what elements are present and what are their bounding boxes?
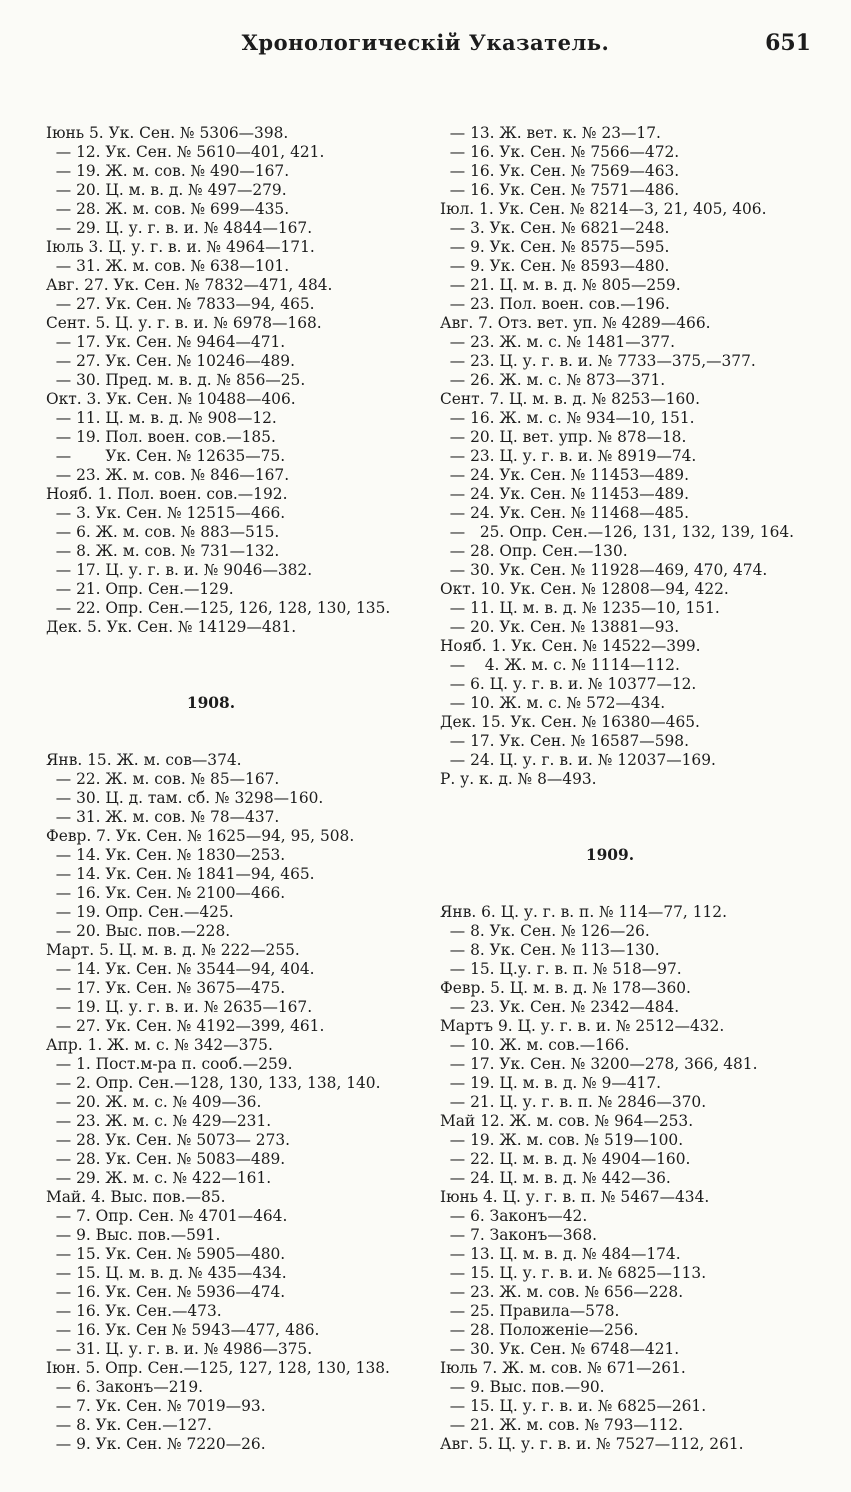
index-entry: — 14. Ук. Сен. № 3544—94, 404. — [46, 960, 315, 978]
index-entry: — 19. Ж. м. сов. № 519—100. — [440, 1131, 684, 1149]
index-entry: — 15. Ук. Сен. № 5905—480. — [46, 1245, 286, 1263]
index-entry: — 25. Опр. Сен.—126, 131, 132, 139, 164. — [440, 523, 795, 541]
index-entry: Сент. 7. Ц. м. в. д. № 8253—160. — [440, 390, 700, 408]
year-heading-1909: 1909. — [585, 846, 635, 864]
index-entry: Мартъ 9. Ц. у. г. в. и. № 2512—432. — [440, 1017, 725, 1035]
index-entry: — 6. Ж. м. сов. № 883—515. — [46, 523, 280, 541]
index-entry: Май 12. Ж. м. сов. № 964—253. — [440, 1112, 694, 1130]
index-entry: — 13. Ж. вет. к. № 23—17. — [440, 124, 661, 142]
index-entry: — 9. Выс. пов.—90. — [440, 1378, 605, 1396]
index-entry: — 31. Ц. у. г. в. и. № 4986—375. — [46, 1340, 313, 1358]
index-entry: — 11. Ц. м. в. д. № 1235—10, 151. — [440, 599, 720, 617]
index-entry: Іюль 7. Ж. м. сов. № 671—261. — [440, 1359, 686, 1377]
index-entry: Іюн. 5. Опр. Сен.—125, 127, 128, 130, 138. — [46, 1359, 390, 1377]
index-entry: — 16. Ж. м. с. № 934—10, 151. — [440, 409, 695, 427]
index-entry: — 14. Ук. Сен. № 1841—94, 465. — [46, 865, 315, 883]
index-entry: — 28. Ж. м. сов. № 699—435. — [46, 200, 290, 218]
index-entry: — 28. Ук. Сен. № 5083—489. — [46, 1150, 286, 1168]
index-entry: — 14. Ук. Сен. № 1830—253. — [46, 846, 286, 864]
index-entry: — 21. Ц. м. в. д. № 805—259. — [440, 276, 681, 294]
index-entry: — 7. Опр. Сен. № 4701—464. — [46, 1207, 288, 1225]
index-entry: — 16. Ук. Сен № 5943—477, 486. — [46, 1321, 320, 1339]
index-entry: — 28. Опр. Сен.—130. — [440, 542, 628, 560]
index-entry: — 27. Ук. Сен. № 4192—399, 461. — [46, 1017, 325, 1035]
index-entry: Янв. 15. Ж. м. сов—374. — [46, 751, 242, 769]
index-entry: — 30. Пред. м. в. д. № 856—25. — [46, 371, 306, 389]
index-entry: — 6. Законъ—42. — [440, 1207, 588, 1225]
index-entry: — 29. Ж. м. с. № 422—161. — [46, 1169, 272, 1187]
index-entry: — 3. Ук. Сен. № 12515—466. — [46, 504, 286, 522]
index-entry: — 16. Ук. Сен. № 5936—474. — [46, 1283, 286, 1301]
left-entries-1908 — [46, 751, 431, 1454]
index-entry: — 9. Ук. Сен. № 8593—480. — [440, 257, 670, 275]
index-entry: Авг. 27. Ук. Сен. № 7832—471, 484. — [46, 276, 333, 294]
index-entry: — 23. Ук. Сен. № 2342—484. — [440, 998, 680, 1016]
index-entry: — 27. Ук. Сен. № 10246—489. — [46, 352, 295, 370]
index-entry: Февр. 5. Ц. м. в. д. № 178—360. — [440, 979, 691, 997]
index-entry: — 24. Ук. Сен. № 11468—485. — [440, 504, 689, 522]
index-entry: — 30. Ц. д. там. сб. № 3298—160. — [46, 789, 324, 807]
index-entry: — 6. Законъ—219. — [46, 1378, 204, 1396]
index-entry: — 19. Ж. м. сов. № 490—167. — [46, 162, 290, 180]
index-entry: — 17. Ук. Сен. № 16587—598. — [440, 732, 689, 750]
page-title: Хронологическій Указатель. — [241, 30, 610, 55]
index-entry: — 19. Ц. у. г. в. и. № 2635—167. — [46, 998, 313, 1016]
right-entries-1909 — [440, 903, 835, 1454]
index-entry: — 7. Законъ—368. — [440, 1226, 598, 1244]
index-entry: Авг. 5. Ц. у. г. в. и. № 7527—112, 261. — [440, 1435, 744, 1453]
index-entry: — 15. Ц. у. г. в. и. № 6825—113. — [440, 1264, 707, 1282]
page-number: 651 — [765, 30, 811, 56]
index-entry: — 24. Ук. Сен. № 11453—489. — [440, 485, 689, 503]
index-entry: — 15. Ц. у. г. в. и. № 6825—261. — [440, 1397, 707, 1415]
year-heading-1908: 1908. — [186, 694, 236, 712]
index-entry: Іюль 3. Ц. у. г. в. и. № 4964—171. — [46, 238, 315, 256]
index-entry: — 20. Выс. пов.—228. — [46, 922, 231, 940]
index-entry: — 15. Ц.у. г. в. п. № 518—97. — [440, 960, 682, 978]
index-entry: — 23. Ж. м. с. № 1481—377. — [440, 333, 675, 351]
index-entry: — 23. Ж. м. сов. № 846—167. — [46, 466, 290, 484]
index-entry: Іюнь 4. Ц. у. г. в. п. № 5467—434. — [440, 1188, 710, 1206]
index-entry: — 20. Ц. м. в. д. № 497—279. — [46, 181, 287, 199]
index-entry: — 6. Ц. у. г. в. и. № 10377—12. — [440, 675, 697, 693]
right-entries-1908 — [440, 124, 835, 789]
index-entry: Дек. 5. Ук. Сен. № 14129—481. — [46, 618, 297, 636]
index-entry: — 9. Ук. Сен. № 7220—26. — [46, 1435, 266, 1453]
index-entry: — 26. Ж. м. с. № 873—371. — [440, 371, 666, 389]
index-entry: — 31. Ж. м. сов. № 78—437. — [46, 808, 280, 826]
index-entry: — 1. Пост.м-ра п. сооб.—259. — [46, 1055, 293, 1073]
index-entry: — Ук. Сен. № 12635—75. — [46, 447, 286, 465]
index-entry: Март. 5. Ц. м. в. д. № 222—255. — [46, 941, 300, 959]
index-entry: Р. у. к. д. № 8—493. — [440, 770, 597, 788]
index-entry: — 3. Ук. Сен. № 6821—248. — [440, 219, 670, 237]
index-entry: — 11. Ц. м. в. д. № 908—12. — [46, 409, 277, 427]
index-entry: — 17. Ук. Сен. № 3200—278, 366, 481. — [440, 1055, 758, 1073]
index-entry: Іюнь 5. Ук. Сен. № 5306—398. — [46, 124, 289, 142]
index-entry: — 20. Ук. Сен. № 13881—93. — [440, 618, 680, 636]
index-entry: — 20. Ж. м. с. № 409—36. — [46, 1093, 262, 1111]
index-entry: — 20. Ц. вет. упр. № 878—18. — [440, 428, 687, 446]
index-entry: — 16. Ук. Сен. № 7566—472. — [440, 143, 680, 161]
index-entry: — 31. Ж. м. сов. № 638—101. — [46, 257, 290, 275]
index-entry: — 9. Выс. пов.—591. — [46, 1226, 221, 1244]
index-entry: — 10. Ж. м. с. № 572—434. — [440, 694, 666, 712]
index-entry: — 25. Правила—578. — [440, 1302, 620, 1320]
right-column — [440, 86, 835, 1492]
index-entry: — 29. Ц. у. г. в. и. № 4844—167. — [46, 219, 313, 237]
index-entry: — 16. Ук. Сен. № 7569—463. — [440, 162, 680, 180]
index-entry: — 19. Пол. воен. сов.—185. — [46, 428, 276, 446]
index-entry: — 17. Ук. Сен. № 9464—471. — [46, 333, 286, 351]
index-entry: — 19. Ц. м. в. д. № 9—417. — [440, 1074, 662, 1092]
index-entry: — 23. Ц. у. г. в. и. № 7733—375,—377. — [440, 352, 756, 370]
index-entry: Февр. 7. Ук. Сен. № 1625—94, 95, 508. — [46, 827, 355, 845]
left-entries-1907 — [46, 124, 431, 637]
index-entry: — 28. Ук. Сен. № 5073— 273. — [46, 1131, 291, 1149]
index-entry: — 21. Ц. у. г. в. п. № 2846—370. — [440, 1093, 707, 1111]
index-entry: — 7. Ук. Сен. № 7019—93. — [46, 1397, 266, 1415]
index-entry: — 8. Ук. Сен.—127. — [46, 1416, 212, 1434]
index-entry: — 22. Ж. м. сов. № 85—167. — [46, 770, 280, 788]
index-entry: — 30. Ук. Сен. № 6748—421. — [440, 1340, 680, 1358]
index-entry: — 8. Ж. м. сов. № 731—132. — [46, 542, 280, 560]
index-entry: Окт. 10. Ук. Сен. № 12808—94, 422. — [440, 580, 729, 598]
index-entry: Окт. 3. Ук. Сен. № 10488—406. — [46, 390, 296, 408]
index-entry: Нояб. 1. Ук. Сен. № 14522—399. — [440, 637, 701, 655]
index-entry: — 17. Ц. у. г. в. и. № 9046—382. — [46, 561, 313, 579]
index-entry: — 23. Пол. воен. сов.—196. — [440, 295, 670, 313]
index-entry: — 30. Ук. Сен. № 11928—469, 470, 474. — [440, 561, 768, 579]
index-entry: Авг. 7. Отз. вет. уп. № 4289—466. — [440, 314, 711, 332]
index-entry: Май. 4. Выс. пов.—85. — [46, 1188, 226, 1206]
index-entry: — 8. Ук. Сен. № 126—26. — [440, 922, 650, 940]
index-entry: — 10. Ж. м. сов.—166. — [440, 1036, 630, 1054]
index-entry: — 9. Ук. Сен. № 8575—595. — [440, 238, 670, 256]
index-entry: — 16. Ук. Сен. № 7571—486. — [440, 181, 680, 199]
index-entry: — 23. Ж. м. сов. № 656—228. — [440, 1283, 684, 1301]
index-entry: Іюл. 1. Ук. Сен. № 8214—3, 21, 405, 406. — [440, 200, 767, 218]
left-column — [46, 86, 431, 1492]
index-entry: — 24. Ук. Сен. № 11453—489. — [440, 466, 689, 484]
index-entry: — 24. Ц. м. в. д. № 442—36. — [440, 1169, 671, 1187]
index-entry: — 16. Ук. Сен.—473. — [46, 1302, 222, 1320]
index-entry: — 17. Ук. Сен. № 3675—475. — [46, 979, 286, 997]
index-entry: — 12. Ук. Сен. № 5610—401, 421. — [46, 143, 325, 161]
index-entry: — 21. Опр. Сен.—129. — [46, 580, 234, 598]
index-entry: — 22. Опр. Сен.—125, 126, 128, 130, 135. — [46, 599, 391, 617]
index-entry: — 28. Положеніе—256. — [440, 1321, 639, 1339]
index-entry: Апр. 1. Ж. м. с. № 342—375. — [46, 1036, 273, 1054]
index-entry: — 24. Ц. у. г. в. и. № 12037—169. — [440, 751, 716, 769]
index-entry: — 22. Ц. м. в. д. № 4904—160. — [440, 1150, 691, 1168]
index-entry: — 15. Ц. м. в. д. № 435—434. — [46, 1264, 287, 1282]
index-entry: Янв. 6. Ц. у. г. в. п. № 114—77, 112. — [440, 903, 727, 921]
index-entry: — 8. Ук. Сен. № 113—130. — [440, 941, 660, 959]
index-entry: Нояб. 1. Пол. воен. сов.—192. — [46, 485, 288, 503]
index-entry: — 23. Ц. у. г. в. и. № 8919—74. — [440, 447, 697, 465]
index-entry: — 16. Ук. Сен. № 2100—466. — [46, 884, 286, 902]
index-entry: — 23. Ж. м. с. № 429—231. — [46, 1112, 272, 1130]
index-entry: — 19. Опр. Сен.—425. — [46, 903, 234, 921]
index-entry: — 13. Ц. м. в. д. № 484—174. — [440, 1245, 681, 1263]
index-entry: — 4. Ж. м. с. № 1114—112. — [440, 656, 680, 674]
index-entry: — 21. Ж. м. сов. № 793—112. — [440, 1416, 684, 1434]
page-header — [40, 30, 811, 62]
index-entry: Сент. 5. Ц. у. г. в. и. № 6978—168. — [46, 314, 322, 332]
index-entry: — 27. Ук. Сен. № 7833—94, 465. — [46, 295, 315, 313]
index-entry: Дек. 15. Ук. Сен. № 16380—465. — [440, 713, 700, 731]
index-entry: — 2. Опр. Сен.—128, 130, 133, 138, 140. — [46, 1074, 381, 1092]
